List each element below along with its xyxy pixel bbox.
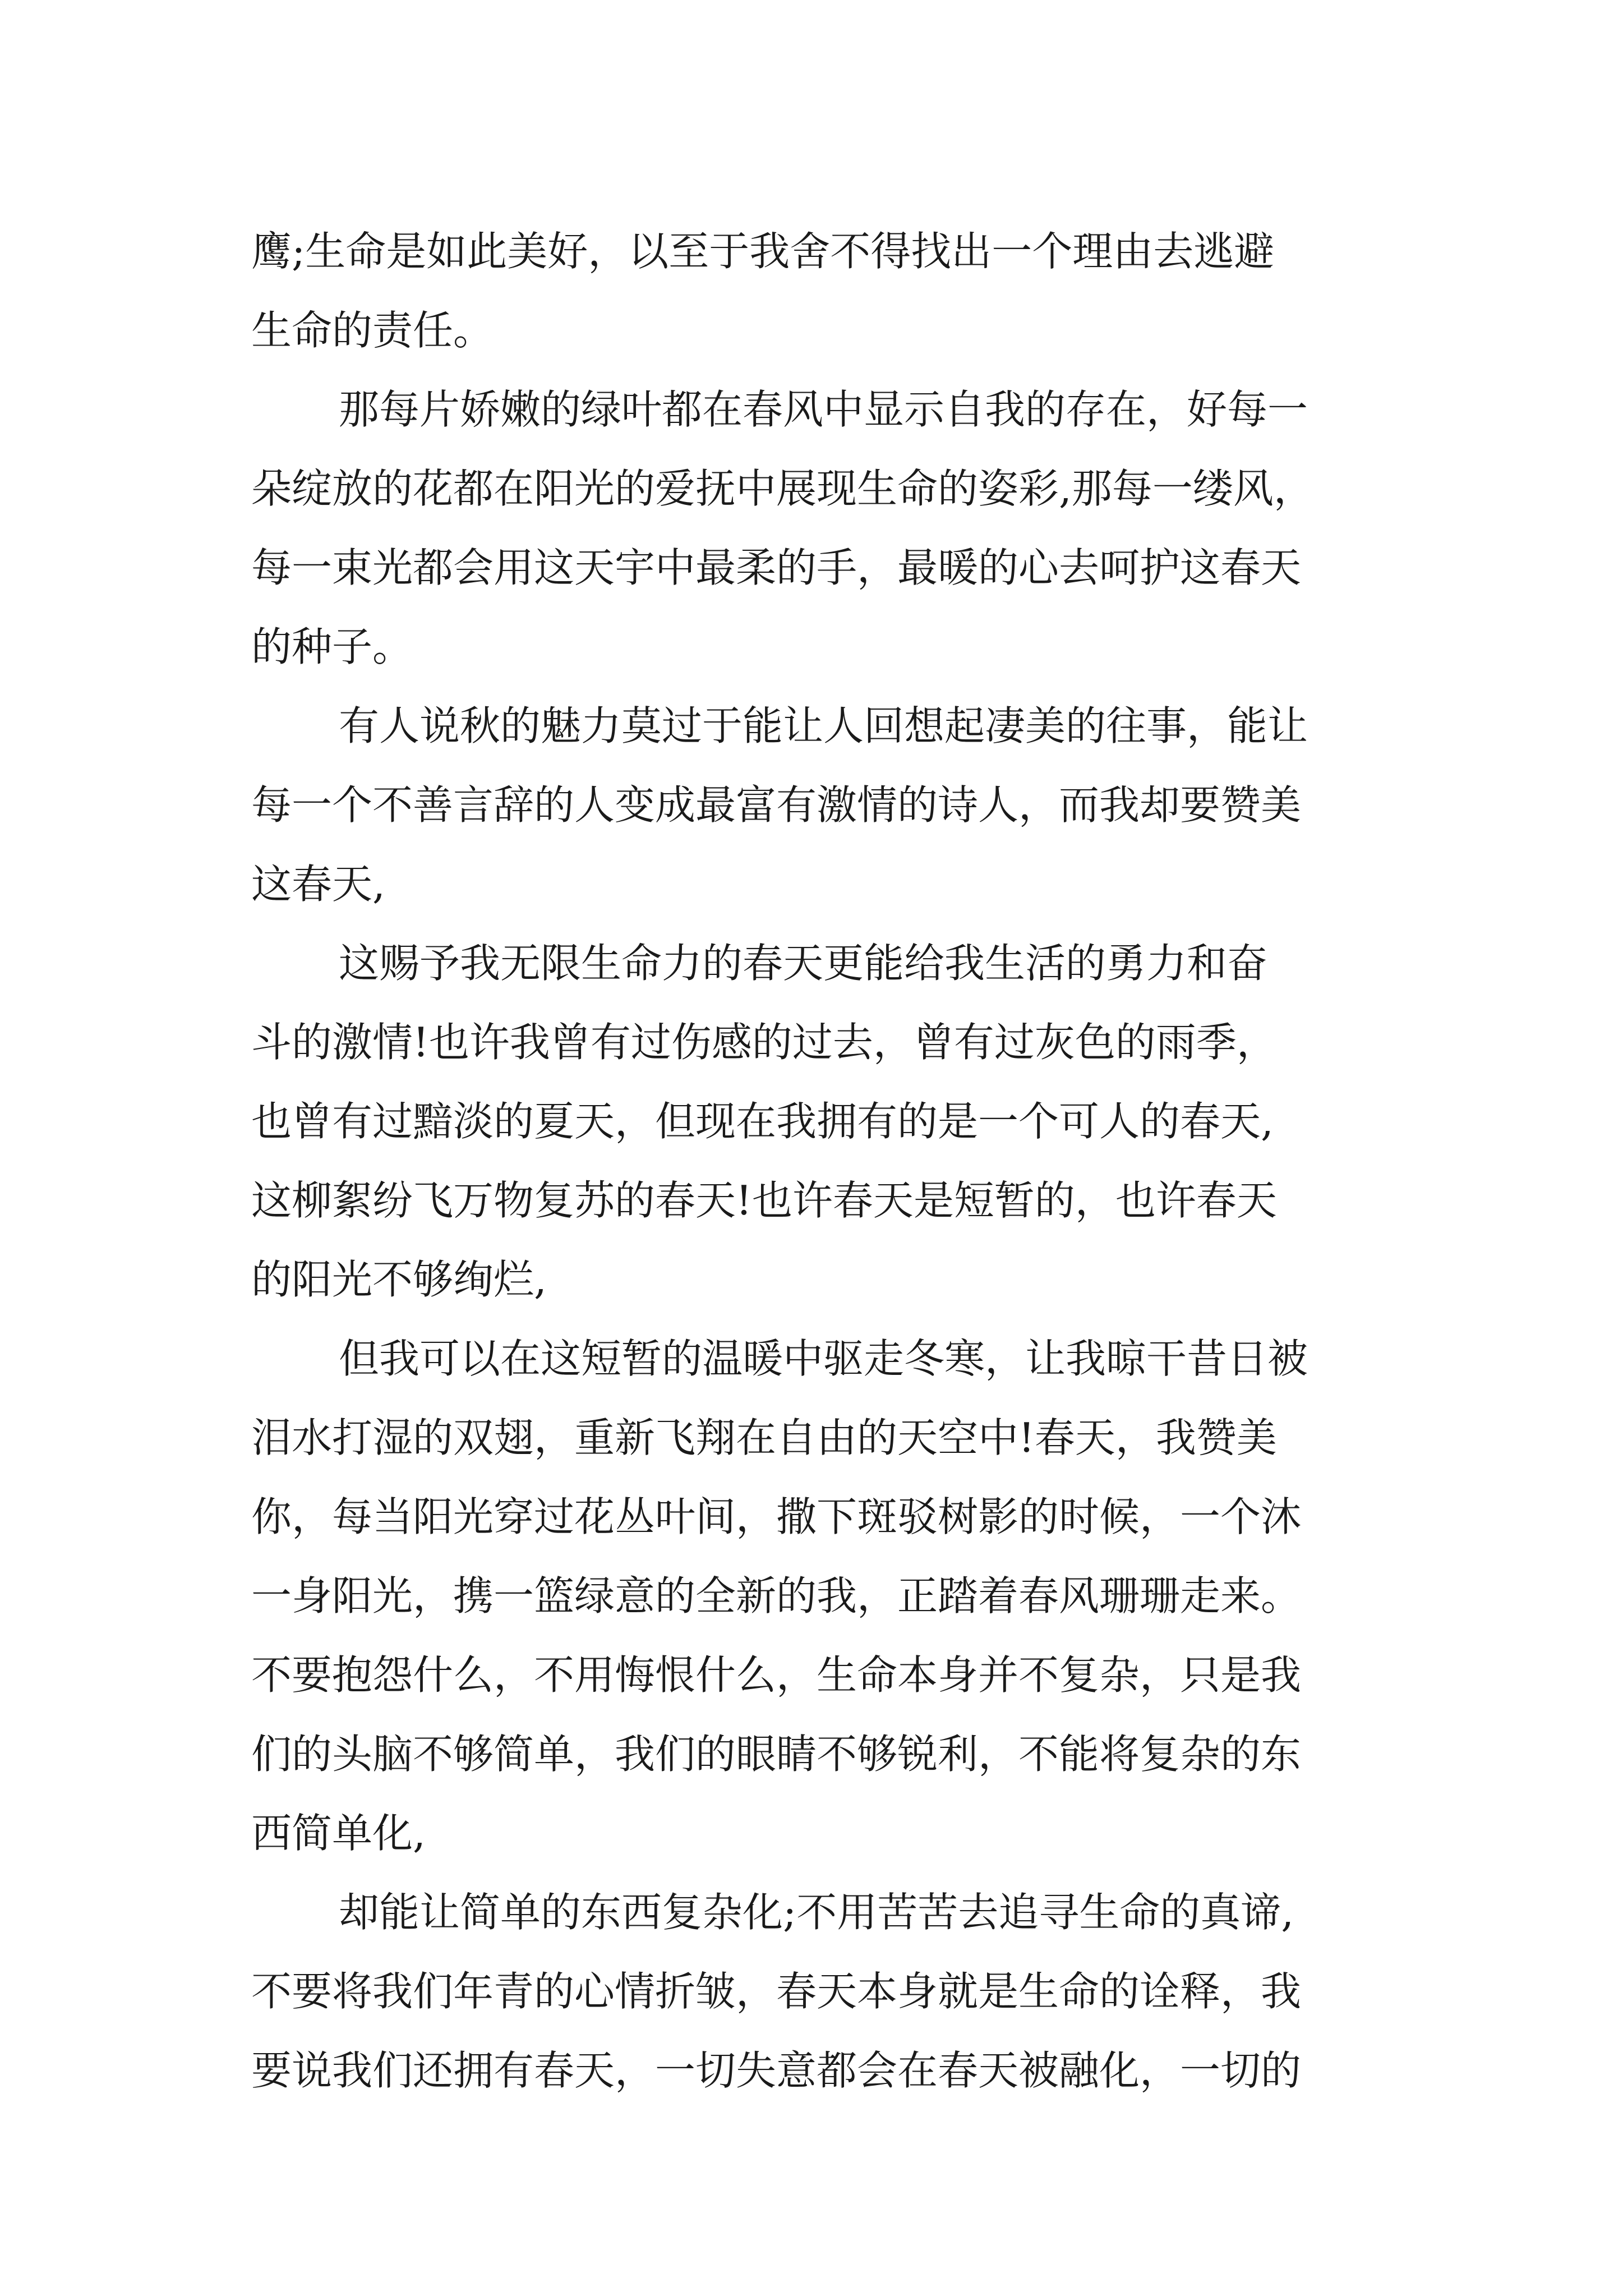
text-line: 一身阳光，携一篮绿意的全新的我，正踏着春风珊珊走来。 — [251, 1572, 1302, 1619]
text-line: 泪水打湿的双翅，重新飞翔在自由的天空中!春天，我赞美 — [251, 1414, 1277, 1461]
text-line: 的阳光不够绚烂, — [251, 1256, 547, 1303]
text-line: 生命的责任。 — [251, 307, 494, 354]
text-line: 的种子。 — [251, 623, 413, 670]
text-line: 也曾有过黯淡的夏天，但现在我拥有的是一个可人的春天, — [251, 1098, 1274, 1145]
body-text — [251, 212, 1373, 2110]
text-line: 鹰;生命是如此美好，以至于我舍不得找出一个理由去逃避 — [251, 228, 1275, 275]
text-line: 们的头脑不够简单，我们的眼睛不够锐利，不能将复杂的东 — [251, 1731, 1302, 1778]
text-line: 不要抱怨什么，不用悔恨什么，生命本身并不复杂，只是我 — [251, 1651, 1302, 1699]
text-line: 这柳絮纷飞万物复苏的春天!也许春天是短暂的，也许春天 — [251, 1177, 1277, 1224]
text-line: 西简单化, — [251, 1810, 426, 1857]
text-line: 要说我们还拥有春天，一切失意都会在春天被融化，一切的 — [251, 2047, 1302, 2094]
text-line: 斗的激情!也许我曾有过伤感的过去，曾有过灰色的雨季， — [251, 1019, 1277, 1066]
text-line: 这春天, — [251, 861, 385, 908]
text-line: 每一束光都会用这天宇中最柔的手，最暖的心去呵护这春天 — [251, 544, 1302, 591]
paragraph-start-line: 这赐予我无限生命力的春天更能给我生活的勇力和奋 — [339, 940, 1268, 987]
paragraph-start-line: 那每片娇嫩的绿叶都在春风中显示自我的存在，好每一 — [339, 386, 1308, 433]
paragraph-start-line: 但我可以在这短暂的温暖中驱走冬寒，让我晾干昔日被 — [339, 1335, 1308, 1382]
text-line: 每一个不善言辞的人变成最富有激情的诗人，而我却要赞美 — [251, 781, 1302, 829]
paragraph-start-line: 有人说秋的魅力莫过于能让人回想起凄美的往事，能让 — [339, 702, 1308, 749]
paragraph-start-line: 却能让简单的东西复杂化;不用苦苦去追寻生命的真谛, — [339, 1889, 1294, 1936]
text-line: 朵绽放的花都在阳光的爱抚中展现生命的姿彩,那每一缕风， — [251, 465, 1314, 512]
text-line: 不要将我们年青的心情折皱，春天本身就是生命的诠释，我 — [251, 1968, 1302, 2015]
text-line: 你，每当阳光穿过花丛叶间，撒下斑驳树影的时候，一个沐 — [251, 1493, 1302, 1540]
